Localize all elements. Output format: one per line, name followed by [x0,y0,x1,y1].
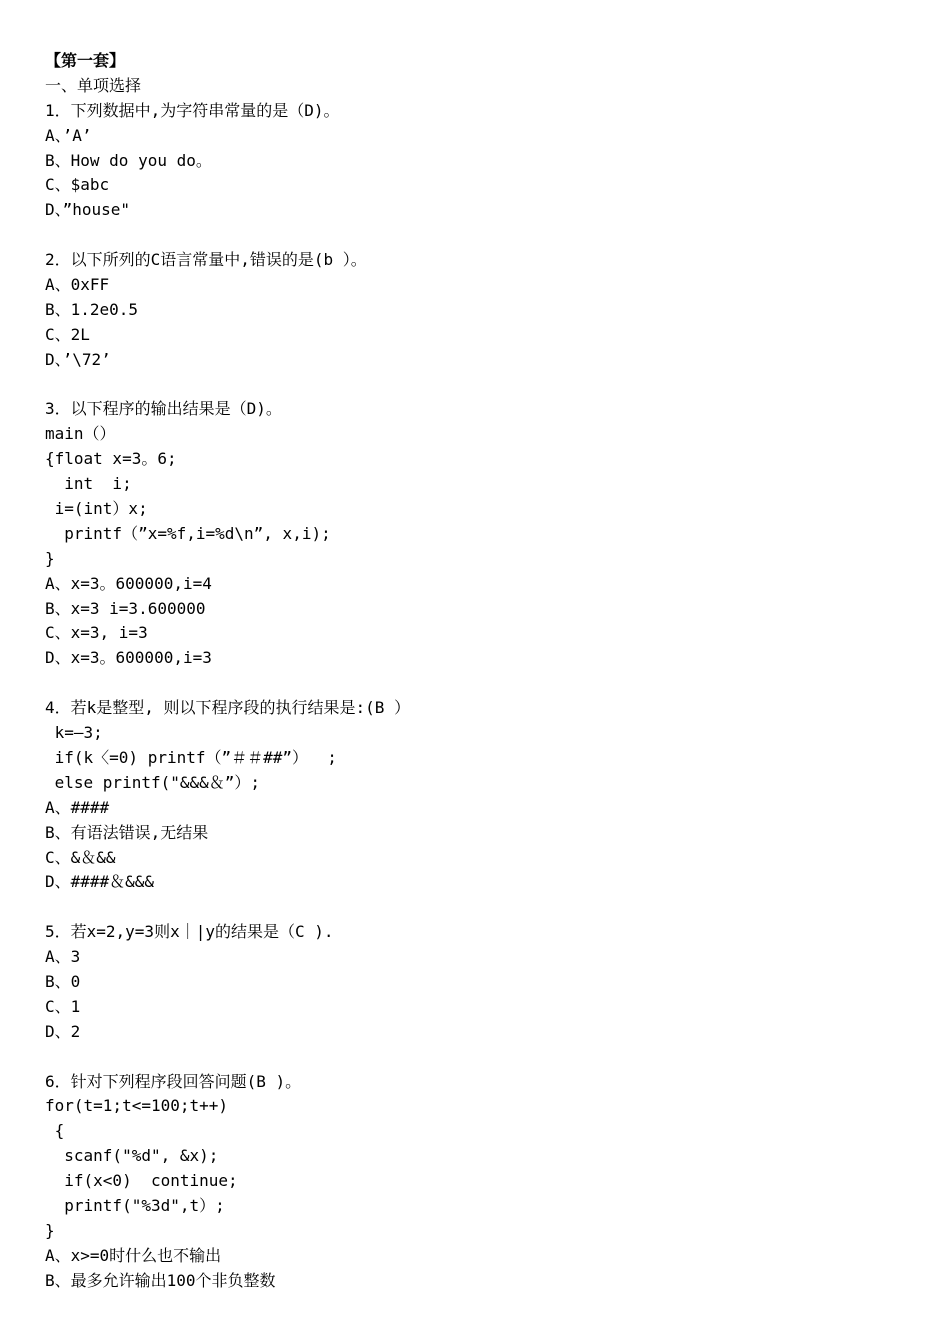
code-line: i=(int）x; [45,499,148,519]
code-line: { [45,1121,65,1141]
option-c: C、x=3, i=3 [45,623,148,643]
question-3 [45,397,925,671]
option-c: C、1 [45,996,81,1016]
option-b: B、1.2e0.5 [45,299,139,319]
code-line: if(k〈=0) printf（”＃＃##”） ; [45,747,337,767]
option-d: D、’\72’ [45,349,111,369]
question-stem: 4．若k是整型, 则以下程序段的执行结果是:(B ） [45,698,411,718]
document-title: 【第一套】 [45,51,126,70]
code-line: printf("%3d",t）; [45,1195,225,1215]
option-b: B、0 [45,971,81,991]
question-stem: 3．以下程序的输出结果是（D)。 [45,399,282,419]
question-1 [45,99,925,223]
code-line: {float x=3。6; [45,449,177,469]
option-a: A、3 [45,947,81,967]
spacer [45,671,925,696]
question-2 [45,248,925,372]
option-b: B、x=3 i=3.600000 [45,598,206,618]
option-c: C、2L [45,324,90,344]
document-page [45,49,925,1294]
option-c: C、&＆&& [45,847,116,867]
option-a: A、#### [45,797,110,817]
code-line: if(x<0) continue; [45,1171,238,1191]
question-stem: 1．下列数据中,为字符串常量的是（D)。 [45,100,340,120]
code-line: main（） [45,424,116,444]
spacer [45,895,925,920]
option-b: B、How do you do。 [45,150,212,170]
option-a: A、0xFF [45,275,110,295]
option-d: D、####＆&&& [45,872,155,892]
question-4 [45,696,925,895]
question-stem: 2．以下所列的C语言常量中,错误的是(b ）。 [45,250,367,270]
section-heading: 一、单项选择 [45,75,142,95]
code-line: } [45,548,55,568]
option-c: C、$abc [45,175,110,195]
question-stem: 6．针对下列程序段回答问题(B )。 [45,1071,302,1091]
question-stem: 5．若x=2,y=3则x｜|y的结果是（C ). [45,922,334,942]
spacer [45,1045,925,1070]
code-line: int i; [45,474,132,494]
question-5 [45,920,925,1044]
option-d: D、x=3。600000,i=3 [45,648,212,668]
code-line: k=—3; [45,723,103,743]
option-b: B、有语法错误,无结果 [45,822,209,842]
option-a: A、x>=0时什么也不输出 [45,1245,222,1265]
option-d: D、”house" [45,200,131,220]
option-b: B、最多允许输出100个非负整数 [45,1270,276,1290]
option-a: A、x=3。600000,i=4 [45,573,212,593]
code-line: for(t=1;t<=100;t++) [45,1096,229,1116]
code-line: scanf("%d", &x); [45,1146,219,1166]
spacer [45,373,925,398]
option-d: D、2 [45,1021,81,1041]
question-6 [45,1070,925,1294]
code-line: else printf("&&&＆”）; [45,772,261,792]
option-a: A、’A’ [45,125,92,145]
spacer [45,223,925,248]
code-line: } [45,1220,55,1240]
code-line: printf（”x=%f,i=%d\n”, x,i); [45,523,331,543]
